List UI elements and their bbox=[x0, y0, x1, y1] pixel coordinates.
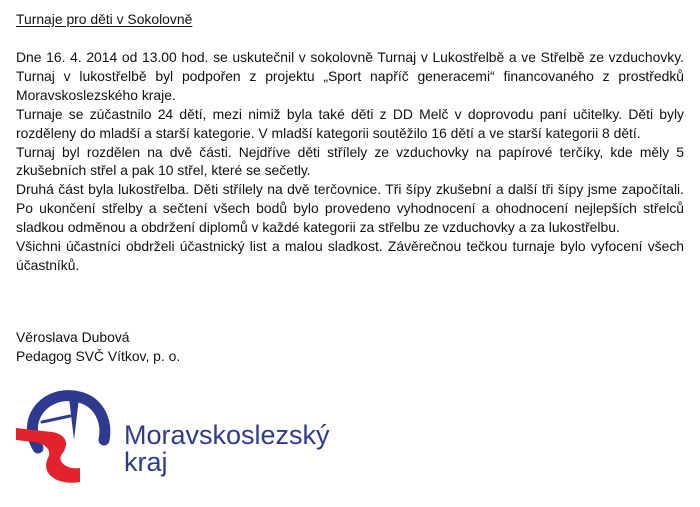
paragraph-1: Dne 16. 4. 2014 od 13.00 hod. se uskutečnil v sokolovně Turnaj v Lukostřelbě a ve Střelbě ze vzduchovky. Turnaj v lukostřelbě byl podpořen z projektu „Sport napříč generacemi“ financovaného z prostředků Moravskoslezského kraje. bbox=[16, 49, 684, 103]
signature-name: Věroslava Dubová bbox=[16, 329, 130, 345]
logo-wordmark bbox=[124, 422, 330, 476]
region-logo bbox=[12, 382, 352, 492]
paragraph-3: Turnaj byl rozdělen na dvě části. Nejdříve děti střílely ze vzduchovky na papírové terčíky, kde měly 5 zkušebních střel a pak 10 střel, které se sečetly. bbox=[16, 143, 684, 179]
paragraph-4: Druhá část byla lukostřelba. Děti střílely na dvě terčovnice. Tři šípy zkušební a další tři šípy jsme započítali. Po ukončení střelby a sečtení všech bodů bylo provedeno vyhodnocení a ohodnocení nejlepších střelců sladkou odměnou a obdržení diplomů v každé kategorii za střelbu ze vzduchovky a za lukostřelbu. bbox=[16, 181, 684, 236]
moravskoslezsky-kraj-logo-icon bbox=[12, 382, 122, 492]
signature-role: Pedagog SVČ Vítkov, p. o. bbox=[16, 347, 181, 364]
logo-wordmark-line2: kraj bbox=[124, 447, 168, 477]
document-title: Turnaje pro děti v Sokolovně bbox=[16, 11, 193, 27]
document-body bbox=[16, 48, 684, 275]
paragraph-5: Všichni účastníci obdrželi účastnický list a malou sladkost. Závěrečnou tečkou turnaje bylo vyfocení všech účastníků. bbox=[16, 238, 684, 273]
signature-block bbox=[16, 328, 180, 366]
logo-wordmark-line1: Moravskoslezský bbox=[124, 420, 330, 450]
paragraph-2: Turnaje se zúčastnilo 24 dětí, mezi nimiž byla také děti z DD Melč v doprovodu paní učitelky. Děti byly rozděleny do mladší a starší kategorie. V mladší kategorii soutěžilo 16 dětí a ve starší kategorii 8 dětí. bbox=[16, 105, 684, 141]
